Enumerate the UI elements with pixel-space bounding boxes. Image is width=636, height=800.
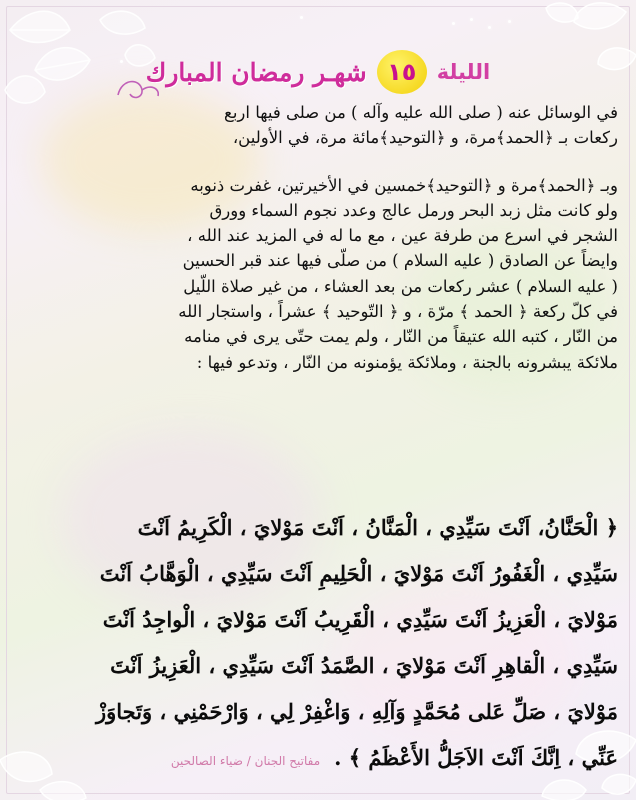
body-line: ( عليه السلام ) عشر ركعات من بعد العشاء ، من غير صلاة اللّيل: [183, 276, 618, 296]
source-credit: مفاتيح الجنان / ضياء الصالحين: [170, 754, 321, 768]
body-line: ملائكة يبشرونه بالجنة ، وملائكة يؤمنونه من النّار ، وتدعو فيها :: [196, 352, 618, 372]
sparkle: [300, 16, 303, 19]
dua-text: [18, 505, 618, 784]
body-line: ولو كانت مثل زبد البحر ورمل عالج وعدد نجوم السماء وورق: [209, 200, 618, 220]
dua-line: سَيِّدِي ، الْغَفُورُ اَنْتَ مَوْلايَ ، الْحَلِيمِ اَنْتَ سَيِّدِي ، الْوَهَّابُ اَنْتَ: [99, 561, 618, 586]
dua-line: مَوْلايَ ، صَلِّ عَلى مُحَمَّدٍ وَآلِهِ ، وَاغْفِرْ لِي ، وَارْحَمْنِي ، وَتَجاوَزْ: [95, 699, 618, 724]
body-line: وبـ ﴿الحمد﴾مرة و ﴿التوحيد﴾خمسين في الأخيرتين، غفرت ذنوبه: [190, 175, 618, 195]
body-line: في كلّ ركعة ﴿ الحمد ﴾ مرّة ، و ﴿ التّوحيد ﴾ عشراً ، واستجار الله: [178, 302, 618, 322]
dua-line: ﴿ الْحَنَّانُ، اَنْتَ سَيِّدِي ، الْمَنَّانُ ، اَنْتَ مَوْلايَ ، الْكَرِيمُ اَنْتَ: [137, 515, 618, 540]
sparkle: [508, 20, 511, 23]
sparkle: [452, 22, 455, 25]
body-line: من النّار ، كتبه الله عتيقاً من النّار ، ولم يمت حتّى يرى في منامه: [184, 327, 618, 347]
body-text: [18, 100, 618, 375]
dua-line: مَوْلايَ ، الْعَزِيزُ اَنْتَ سَيِّدِي ، الْقَرِيبُ اَنْتَ مَوْلايَ ، الْواجِدُ اَنْتَ: [102, 607, 618, 632]
dua-line: عَنِّي ، اِنَّكَ اَنْتَ الاَجَلُّ الأَعْظَمُ ﴾ .: [334, 745, 618, 770]
night-label: الليلة: [436, 60, 491, 84]
sparkle: [488, 26, 491, 29]
night-number-badge: ١٥: [377, 50, 427, 94]
body-line: وايضاً عن الصادق ( عليه السلام ) من صلّى فيها عند قبر الحسين: [182, 251, 618, 271]
body-line: الشجر في اسرع من طرفة عين ، مع ما له في المزيد عند الله ،: [187, 226, 618, 246]
dua-last-line: [18, 735, 618, 784]
dua-line: سَيِّدِي ، الْقاهِرِ اَنْتَ مَوْلايَ ، الصَّمَدُ اَنْتَ سَيِّدِي ، الْعَزِيزُ اَنْتَ: [110, 653, 618, 678]
page-header: [0, 42, 636, 102]
body-line: ركعات بـ ﴿الحمد﴾مرة، و ﴿التوحيد﴾مائة مرة، في الأولين،: [232, 128, 618, 148]
page-title: شهـر رمضان المبارك: [145, 57, 367, 87]
body-line: في الوسائل عنه ( صلى الله عليه وآله ) من صلى فيها اربع: [224, 103, 618, 122]
sparkle: [470, 18, 473, 21]
